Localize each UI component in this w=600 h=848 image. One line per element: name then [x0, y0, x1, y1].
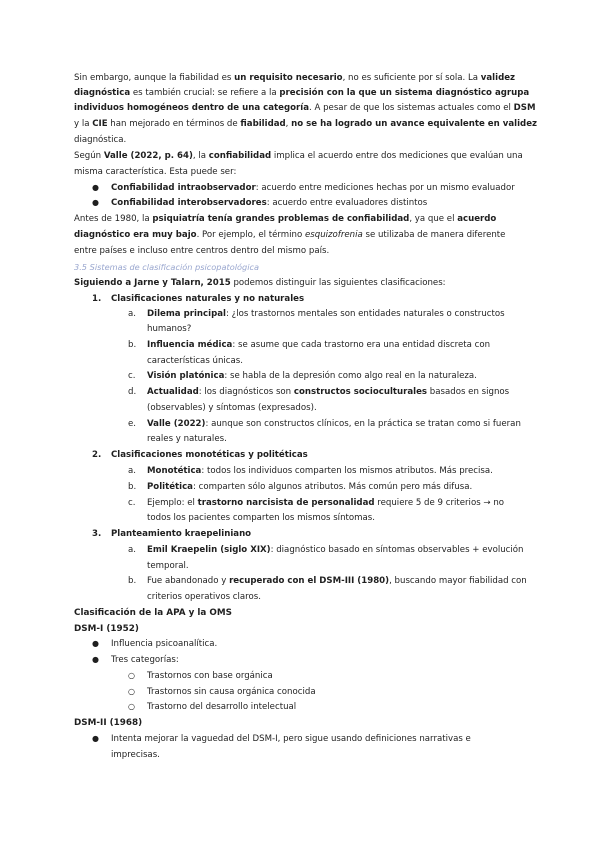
circle-bullet-icon: ○: [128, 702, 135, 711]
list-item: Emil Kraepelin (siglo XIX): diagnóstico basado en síntomas observables + evolución: [147, 545, 524, 555]
list-item: Trastornos sin causa orgánica conocida: [147, 687, 316, 697]
list-marker: b.: [128, 482, 137, 492]
list-marker: b.: [128, 340, 137, 350]
list-item: Ejemplo: el trastorno narcisista de personalidad requiere 5 de 9 criterios → no: [147, 498, 505, 508]
list-item-continued: (observables) y síntomas (expresados).: [147, 403, 317, 413]
paragraph-line: Sin embargo, aunque la fiabilidad es un requisito necesario, no es suficiente por sí sola. La validez: [74, 73, 516, 83]
list-item-continued: imprecisas.: [111, 750, 160, 760]
list-marker: a.: [128, 309, 136, 319]
list-marker: e.: [128, 419, 137, 429]
list-marker: b.: [128, 576, 137, 586]
bullet-icon: ●: [92, 198, 99, 207]
list-item-title: Clasificaciones monotéticas y politéticas: [111, 450, 308, 460]
list-item: Trastornos con base orgánica: [147, 671, 273, 681]
list-item-continued: reales y naturales.: [147, 434, 227, 444]
list-item-continued: criterios operativos claros.: [147, 592, 261, 602]
list-item: Dilema principal: ¿los trastornos mentales son entidades naturales o constructos: [147, 309, 505, 319]
paragraph-line: misma característica. Esta puede ser:: [74, 167, 237, 177]
bullet-icon: ●: [92, 734, 99, 743]
paragraph-line: diagnóstica.: [74, 135, 127, 145]
list-number: 1.: [92, 294, 102, 304]
list-marker: a.: [128, 545, 136, 555]
list-item-continued: todos los pacientes comparten los mismos síntomas.: [147, 513, 375, 523]
list-item: Intenta mejorar la vaguedad del DSM-I, pero sigue usando definiciones narrativas e: [111, 734, 471, 744]
list-item: Confiabilidad interobservadores: acuerdo entre evaluadores distintos: [111, 198, 428, 208]
list-item: Visión platónica: se habla de la depresión como algo real en la naturaleza.: [147, 371, 477, 381]
list-item: Fue abandonado y recuperado con el DSM-III (1980), buscando mayor fiabilidad con: [147, 576, 527, 586]
paragraph-line: Antes de 1980, la psiquiatría tenía grandes problemas de confiabilidad, ya que el acuerdo: [74, 214, 497, 224]
list-marker: c.: [128, 498, 136, 508]
list-item: Confiabilidad intraobservador: acuerdo entre mediciones hechas por un mismo evaluador: [111, 183, 515, 193]
bullet-icon: ●: [92, 183, 99, 192]
list-item-continued: temporal.: [147, 561, 189, 571]
list-number: 3.: [92, 529, 102, 539]
list-marker: c.: [128, 371, 136, 381]
paragraph-line: diagnóstico era muy bajo. Por ejemplo, el término esquizofrenia se utilizaba de manera diferente: [74, 230, 506, 240]
list-number: 2.: [92, 450, 102, 460]
list-item: Influencia psicoanalítica.: [111, 639, 218, 649]
list-item: Influencia médica: se asume que cada trastorno era una entidad discreta con: [147, 340, 491, 350]
paragraph-line: entre países e incluso entre centros dentro del mismo país.: [74, 246, 330, 256]
circle-bullet-icon: ○: [128, 687, 135, 696]
list-item: Trastorno del desarrollo intelectual: [147, 702, 297, 712]
list-item: Tres categorías:: [111, 655, 179, 665]
paragraph-line: Siguiendo a Jarne y Talarn, 2015 podemos distinguir las siguientes clasificaciones:: [74, 278, 446, 288]
list-item: Monotética: todos los individuos comparten los mismos atributos. Más precisa.: [147, 466, 493, 476]
list-item: Politética: comparten sólo algunos atributos. Más común pero más difusa.: [147, 482, 473, 492]
list-item: Valle (2022): aunque son constructos clínicos, en la práctica se tratan como si fueran: [147, 419, 521, 429]
subheading: Clasificación de la APA y la OMS: [74, 608, 232, 618]
bullet-icon: ●: [92, 655, 99, 664]
list-item-continued: humanos?: [147, 324, 192, 334]
section-heading: 3.5 Sistemas de clasificación psicopatológica: [74, 262, 259, 272]
circle-bullet-icon: ○: [128, 671, 135, 680]
bullet-icon: ●: [92, 639, 99, 648]
list-item-title: Clasificaciones naturales y no naturales: [111, 294, 305, 304]
list-marker: a.: [128, 466, 136, 476]
list-marker: d.: [128, 387, 137, 397]
subheading: DSM-I (1952): [74, 624, 139, 634]
subheading: DSM-II (1968): [74, 718, 143, 728]
paragraph-line: individuos homogéneos dentro de una categoría. A pesar de que los sistemas actuales como el DSM: [74, 103, 536, 113]
list-item-continued: características únicas.: [147, 356, 244, 366]
list-item: Actualidad: los diagnósticos son constructos socioculturales basados en signos: [147, 387, 510, 397]
paragraph-line: diagnóstica es también crucial: se refiere a la precisión con la que un sistema diagnóstico agrupa: [74, 88, 530, 98]
paragraph-line: Según Valle (2022, p. 64), la confiabilidad implica el acuerdo entre dos mediciones que evalúan una: [74, 151, 523, 161]
list-item-title: Planteamiento kraepeliniano: [111, 529, 252, 539]
paragraph-line: y la CIE han mejorado en términos de fiabilidad, no se ha logrado un avance equivalente en validez: [74, 119, 538, 129]
